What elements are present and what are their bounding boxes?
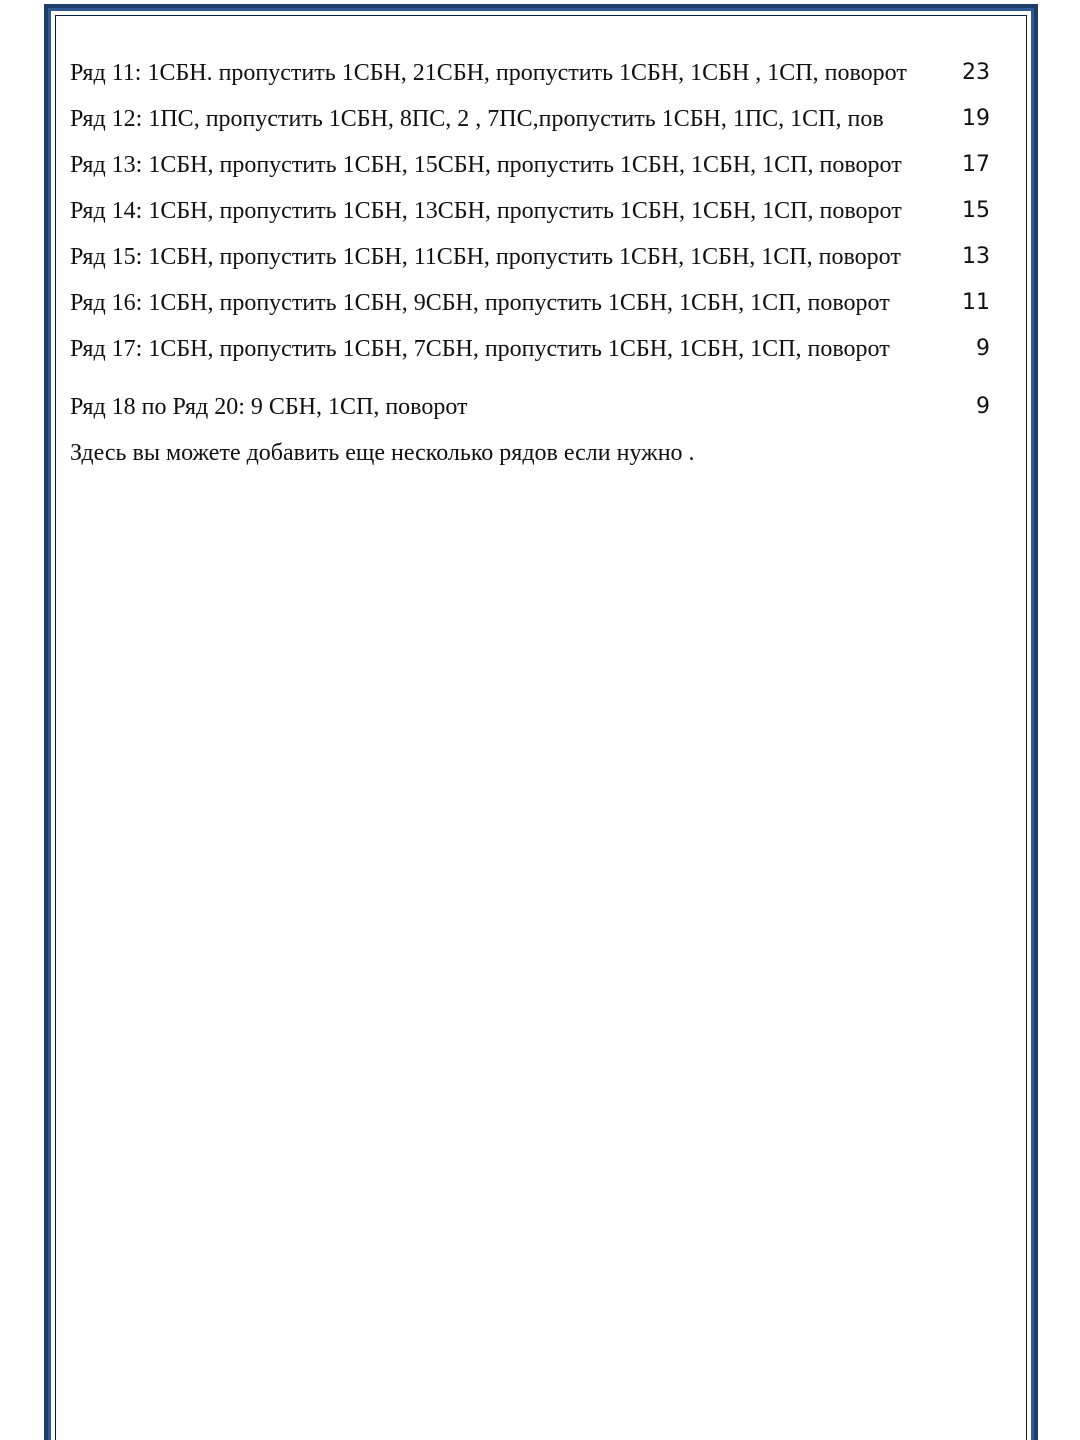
note-text: Здесь вы можете добавить еще несколько рядов если нужно . bbox=[70, 440, 695, 466]
row-instruction: Ряд 15: 1СБН, пропустить 1СБН, 11СБН, пропустить 1СБН, 1СБН, 1СП, поворот bbox=[70, 244, 901, 270]
pattern-row bbox=[70, 290, 990, 336]
stitch-count: 19 bbox=[962, 106, 990, 131]
stitch-count: 17 bbox=[962, 152, 990, 177]
pattern-row bbox=[70, 106, 990, 152]
pattern-row bbox=[70, 152, 990, 198]
row-instruction: Ряд 18 по Ряд 20: 9 СБН, 1СП, поворот bbox=[70, 394, 468, 420]
row-instruction: Ряд 12: 1ПС, пропустить 1СБН, 8ПС, 2 , 7ПС,пропустить 1СБН, 1ПС, 1СП, пов bbox=[70, 106, 884, 132]
row-instruction: Ряд 11: 1СБН. пропустить 1СБН, 21СБН, пропустить 1СБН, 1СБН , 1СП, поворот bbox=[70, 60, 907, 86]
pattern-row bbox=[70, 336, 990, 382]
row-instruction: Ряд 13: 1СБН, пропустить 1СБН, 15СБН, пропустить 1СБН, 1СБН, 1СП, поворот bbox=[70, 152, 902, 178]
row-instruction: Ряд 17: 1СБН, пропустить 1СБН, 7СБН, пропустить 1СБН, 1СБН, 1СП, поворот bbox=[70, 336, 890, 362]
pattern-row bbox=[70, 60, 990, 106]
stitch-count: 13 bbox=[962, 244, 990, 269]
pattern-row bbox=[70, 198, 990, 244]
page-frame bbox=[44, 4, 1038, 1440]
stitch-count: 11 bbox=[962, 290, 990, 315]
pattern-row bbox=[70, 244, 990, 290]
stitch-count: 23 bbox=[962, 60, 990, 85]
stitch-count: 15 bbox=[962, 198, 990, 223]
stitch-count: 9 bbox=[976, 336, 990, 361]
stitch-count: 9 bbox=[976, 394, 990, 419]
pattern-content bbox=[70, 60, 990, 467]
row-instruction: Ряд 16: 1СБН, пропустить 1СБН, 9СБН, пропустить 1СБН, 1СБН, 1СП, поворот bbox=[70, 290, 890, 316]
pattern-row bbox=[70, 394, 990, 440]
row-instruction: Ряд 14: 1СБН, пропустить 1СБН, 13СБН, пропустить 1СБН, 1СБН, 1СП, поворот bbox=[70, 198, 902, 224]
